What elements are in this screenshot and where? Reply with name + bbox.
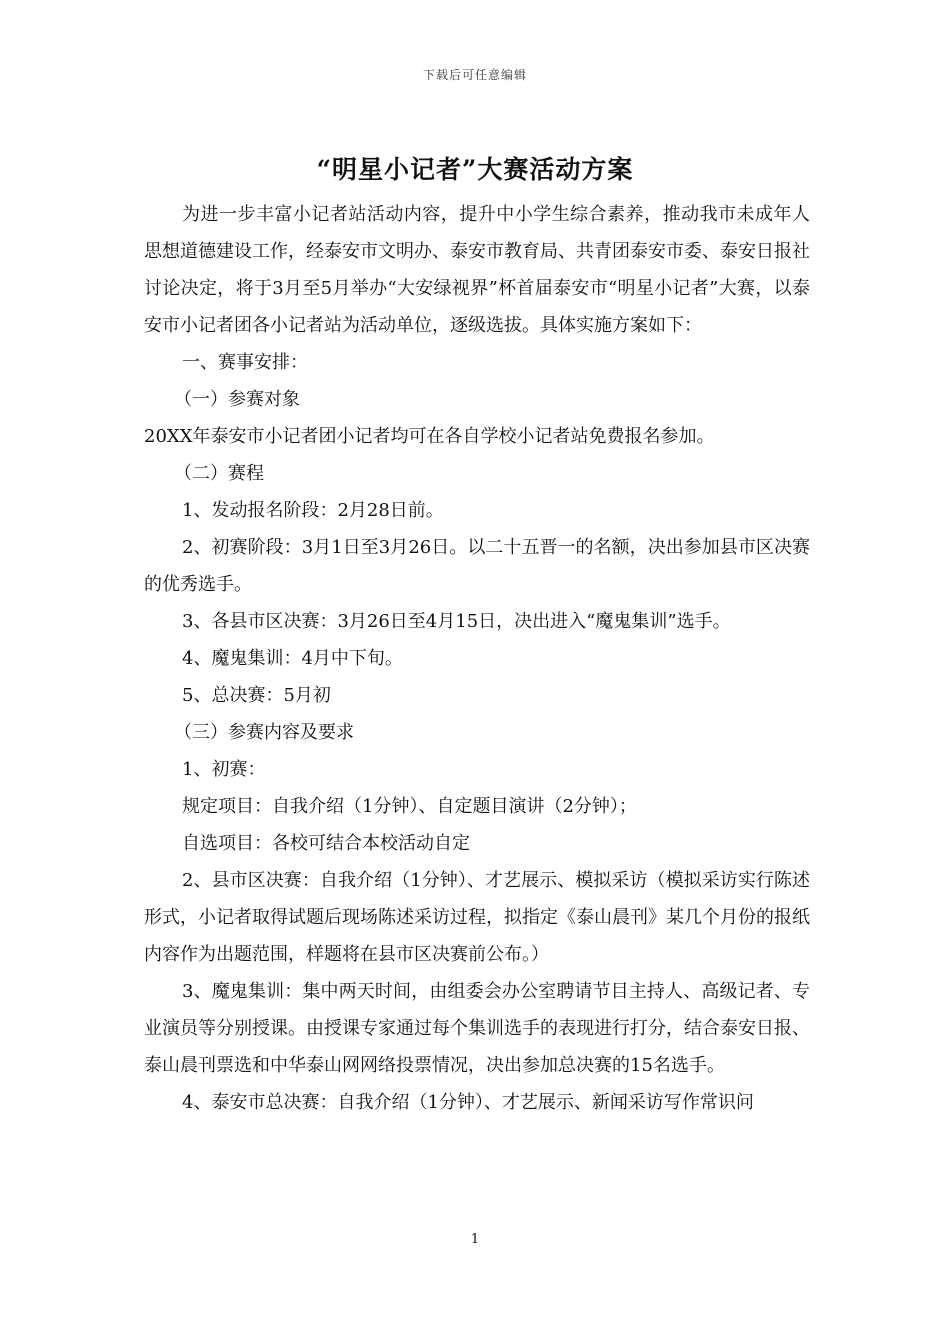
timeline-item-preliminary: 2、初赛阶段：3月1日至3月26日。以二十五晋一的名额，决出参加县市区决赛的优秀选手。 xyxy=(144,537,810,595)
document-body xyxy=(144,196,810,1121)
timeline-item-grand-final: 5、总决赛：5月初 xyxy=(182,685,331,706)
page-number: 1 xyxy=(470,1232,480,1247)
timeline-item-county-final: 3、各县市区决赛：3月26日至4月15日，决出进入“魔鬼集训”选手。 xyxy=(182,611,731,632)
requirement-preliminary-heading: 1、初赛： xyxy=(182,759,266,780)
subsection-heading-participants: （一）参赛对象 xyxy=(174,389,300,410)
requirement-optional-items: 自选项目：各校可结合本校活动自定 xyxy=(182,833,470,854)
requirement-training: 3、魔鬼集训：集中两天时间，由组委会办公室聘请节目主持人、高级记者、专业演员等分别授课。由授课专家通过每个集训选手的表现进行打分，结合泰安日报、泰山晨刊票选和中华泰山网网络投票情况，决出参加总决赛的15名选手。 xyxy=(144,981,810,1076)
timeline-item-registration: 1、发动报名阶段：2月28日前。 xyxy=(182,500,444,521)
document-title: “明星小记者”大赛活动方案 xyxy=(316,155,634,184)
requirement-county-final: 2、县市区决赛：自我介绍（1分钟）、才艺展示、模拟采访（模拟采访实行陈述形式，小记者取得试题后现场陈述采访过程，拟指定《泰山晨刊》某几个月份的报纸内容作为出题范围，样题将在县市区决赛前公布。） xyxy=(144,870,810,965)
subsection-heading-content-requirements: （三）参赛内容及要求 xyxy=(174,722,354,743)
section-heading-schedule: 一、赛事安排： xyxy=(182,352,308,373)
page-header: 下载后可任意编辑 xyxy=(422,68,527,82)
timeline-item-training: 4、魔鬼集训：4月中下旬。 xyxy=(182,648,403,669)
participants-paragraph: 20XX年泰安市小记者团小记者均可在各自学校小记者站免费报名参加。 xyxy=(144,426,715,447)
subsection-heading-timeline: （二）赛程 xyxy=(174,463,264,484)
requirement-required-items: 规定项目：自我介绍（1分钟）、自定题目演讲（2分钟）； xyxy=(182,796,637,817)
intro-paragraph: 为进一步丰富小记者站活动内容，提升中小学生综合素养，推动我市未成年人思想道德建设工作，经泰安市文明办、泰安市教育局、共青团泰安市委、泰安日报社讨论决定，将于3月至5月举办“大安绿视界”杯首届泰安市“明星小记者”大赛，以泰安市小记者团各小记者站为活动单位，逐级选拔。具体实施方案如下： xyxy=(144,204,810,336)
requirement-grand-final: 4、泰安市总决赛：自我介绍（1分钟）、才艺展示、新闻采访写作常识问 xyxy=(182,1092,754,1113)
